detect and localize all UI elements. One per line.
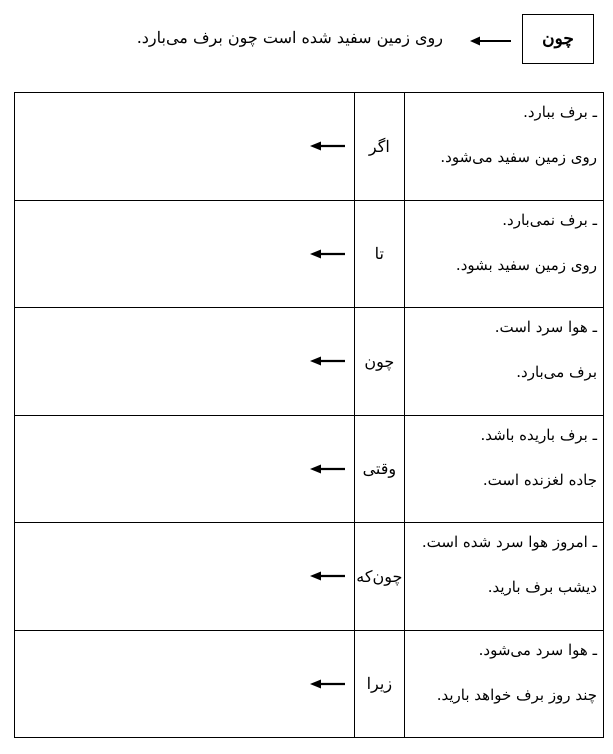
first-sentence: ـ برف ببارد. <box>523 103 597 121</box>
example-sentence: روی زمین سفید شده است چون برف می‌بارد. <box>136 28 443 47</box>
conjunction-cell: چون <box>354 308 404 416</box>
second-sentence: برف می‌بارد. <box>516 363 597 381</box>
left-arrow-icon <box>310 356 346 366</box>
sentences-cell <box>404 630 603 738</box>
conjunction-cell: تا <box>354 200 404 308</box>
sentences-cell <box>404 308 603 416</box>
first-sentence: ـ برف باریده باشد. <box>480 425 597 444</box>
sentences-cell <box>404 415 603 523</box>
first-sentence: ـ امروز هوا سرد شده است. <box>421 533 597 551</box>
example-conjunction: چون <box>542 29 574 49</box>
exercise-row <box>15 93 604 201</box>
left-arrow-icon <box>310 141 346 151</box>
exercise-row <box>15 523 604 631</box>
second-sentence: چند روز برف خواهد بارید. <box>436 685 597 704</box>
answer-cell[interactable] <box>15 415 355 523</box>
answer-cell[interactable] <box>15 523 355 631</box>
sentences-cell <box>404 523 603 631</box>
second-sentence: روی زمین سفید می‌شود. <box>440 148 597 166</box>
left-arrow-icon <box>310 464 346 474</box>
answer-cell[interactable] <box>15 308 355 416</box>
example-conjunction-box <box>522 14 594 64</box>
second-sentence: جاده لغزنده است. <box>482 470 597 489</box>
conjunction-cell: وقتی <box>354 415 404 523</box>
left-arrow-icon <box>310 679 346 689</box>
left-arrow-icon <box>310 249 346 259</box>
first-sentence: ـ هوا سرد است. <box>494 318 597 336</box>
sentences-cell <box>404 200 603 308</box>
first-sentence: ـ برف نمی‌بارد. <box>502 210 597 229</box>
left-arrow-icon <box>310 571 346 581</box>
answer-cell[interactable] <box>15 93 355 201</box>
answer-cell[interactable] <box>15 200 355 308</box>
second-sentence: دیشب برف بارید. <box>487 578 597 596</box>
first-sentence: ـ هوا سرد می‌شود. <box>478 640 597 659</box>
exercise-row <box>15 308 604 416</box>
exercise-row <box>15 200 604 308</box>
left-arrow-icon <box>470 36 512 46</box>
conjunction-cell: زیرا <box>354 630 404 738</box>
example-section <box>0 0 613 80</box>
exercise-table <box>14 92 604 738</box>
second-sentence: روی زمین سفید بشود. <box>455 255 597 274</box>
answer-cell[interactable] <box>15 630 355 738</box>
exercise-row <box>15 630 604 738</box>
conjunction-cell: اگر <box>354 93 404 201</box>
exercise-row <box>15 415 604 523</box>
sentences-cell <box>404 93 603 201</box>
conjunction-cell: چون‌که <box>354 523 404 631</box>
